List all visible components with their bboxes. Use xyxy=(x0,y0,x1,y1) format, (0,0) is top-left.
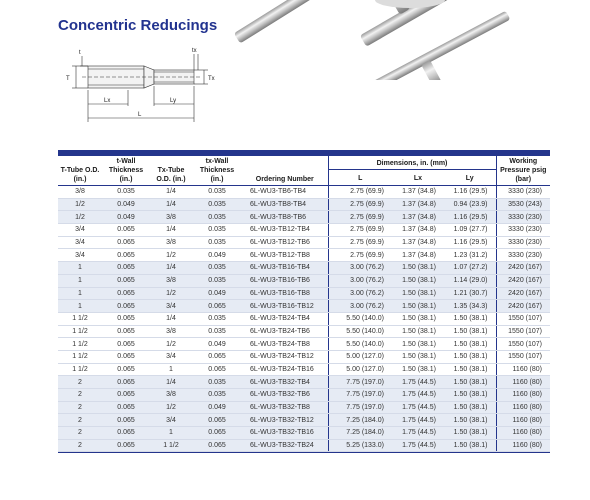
cell-t-tube-od: 3/4 xyxy=(58,236,102,249)
cell-tx-wall: 0.035 xyxy=(192,325,242,338)
cell-L: 7.25 (184.0) xyxy=(328,427,392,440)
cell-Ly: 1.23 (31.2) xyxy=(444,249,496,262)
cell-tx-tube-od: 3/8 xyxy=(150,211,192,224)
cell-tx-wall: 0.049 xyxy=(192,249,242,262)
cell-t-tube-od: 2 xyxy=(58,389,102,402)
cell-working-pressure: 2420 (167) xyxy=(496,287,550,300)
cell-Ly: 1.50 (38.1) xyxy=(444,338,496,351)
cell-t-tube-od: 1 1/2 xyxy=(58,363,102,376)
cell-Lx: 1.75 (44.5) xyxy=(392,414,444,427)
cell-Lx: 1.75 (44.5) xyxy=(392,427,444,440)
cell-L: 3.00 (76.2) xyxy=(328,300,392,313)
cell-tx-tube-od: 1 xyxy=(150,427,192,440)
page-title: Concentric Reducings xyxy=(58,17,218,34)
cell-t-tube-od: 2 xyxy=(58,376,102,389)
cell-L: 3.00 (76.2) xyxy=(328,262,392,275)
cell-ordering-number: 6L-WU3-TB16-TB6 xyxy=(242,274,328,287)
cell-L: 7.75 (197.0) xyxy=(328,389,392,402)
cell-L: 7.25 (184.0) xyxy=(328,414,392,427)
cell-Lx: 1.50 (38.1) xyxy=(392,274,444,287)
cell-working-pressure: 1160 (80) xyxy=(496,401,550,414)
cell-Lx: 1.75 (44.5) xyxy=(392,389,444,402)
cell-ordering-number: 6L-WU3-TB24-TB8 xyxy=(242,338,328,351)
product-photo xyxy=(230,0,530,80)
cell-working-pressure: 1160 (80) xyxy=(496,389,550,402)
cell-ordering-number: 6L-WU3-TB8-TB4 xyxy=(242,198,328,211)
cell-L: 5.00 (127.0) xyxy=(328,350,392,363)
cell-working-pressure: 1550 (107) xyxy=(496,338,550,351)
cell-working-pressure: 1550 (107) xyxy=(496,350,550,363)
cell-Lx: 1.50 (38.1) xyxy=(392,312,444,325)
cell-working-pressure: 1550 (107) xyxy=(496,325,550,338)
table-row xyxy=(58,224,550,237)
cell-ordering-number: 6L-WU3-TB12-TB6 xyxy=(242,236,328,249)
cell-ordering-number: 6L-WU3-TB32-TB8 xyxy=(242,401,328,414)
cell-L: 3.00 (76.2) xyxy=(328,287,392,300)
table-row xyxy=(58,338,550,351)
diagram-label-Lx: Lx xyxy=(104,98,111,104)
header-t-tube-od: T-Tube O.D. (in.) xyxy=(58,156,102,186)
cell-Lx: 1.37 (34.8) xyxy=(392,236,444,249)
header-ordering-number: Ordering Number xyxy=(242,156,328,186)
cell-tx-wall: 0.035 xyxy=(192,224,242,237)
cell-t-tube-od: 1 xyxy=(58,274,102,287)
cell-t-wall: 0.065 xyxy=(102,414,150,427)
cell-t-tube-od: 2 xyxy=(58,439,102,452)
cell-tx-tube-od: 1/4 xyxy=(150,198,192,211)
cell-t-tube-od: 3/8 xyxy=(58,186,102,199)
table-row xyxy=(58,439,550,452)
cell-t-wall: 0.065 xyxy=(102,224,150,237)
cell-t-tube-od: 2 xyxy=(58,414,102,427)
cell-t-wall: 0.065 xyxy=(102,401,150,414)
cell-Lx: 1.75 (44.5) xyxy=(392,439,444,452)
cell-Lx: 1.50 (38.1) xyxy=(392,287,444,300)
cell-L: 2.75 (69.9) xyxy=(328,249,392,262)
cell-working-pressure: 3530 (243) xyxy=(496,198,550,211)
header-Ly: Ly xyxy=(444,169,496,185)
cell-tx-tube-od: 1/2 xyxy=(150,287,192,300)
cell-tx-tube-od: 1/4 xyxy=(150,186,192,199)
cell-tx-wall: 0.049 xyxy=(192,338,242,351)
cell-Ly: 1.07 (27.2) xyxy=(444,262,496,275)
cell-working-pressure: 3330 (230) xyxy=(496,224,550,237)
cell-working-pressure: 2420 (167) xyxy=(496,274,550,287)
diagram-label-Ly: Ly xyxy=(170,98,177,104)
cell-L: 7.75 (197.0) xyxy=(328,401,392,414)
table-row xyxy=(58,274,550,287)
cell-tx-tube-od: 1/2 xyxy=(150,401,192,414)
cell-L: 2.75 (69.9) xyxy=(328,186,392,199)
dimension-diagram xyxy=(52,44,222,128)
cell-Lx: 1.50 (38.1) xyxy=(392,363,444,376)
cell-tx-wall: 0.035 xyxy=(192,312,242,325)
cell-tx-wall: 0.065 xyxy=(192,427,242,440)
cell-L: 5.50 (140.0) xyxy=(328,338,392,351)
cell-t-wall: 0.065 xyxy=(102,363,150,376)
cell-t-wall: 0.049 xyxy=(102,211,150,224)
cell-working-pressure: 3330 (230) xyxy=(496,236,550,249)
cell-t-tube-od: 1 1/2 xyxy=(58,338,102,351)
header-working-pressure: Working Pressure psig (bar) xyxy=(496,156,550,186)
cell-tx-wall: 0.065 xyxy=(192,439,242,452)
cell-working-pressure: 3330 (230) xyxy=(496,249,550,262)
cell-Ly: 1.50 (38.1) xyxy=(444,376,496,389)
cell-t-tube-od: 3/4 xyxy=(58,224,102,237)
cell-Ly: 1.50 (38.1) xyxy=(444,389,496,402)
cell-ordering-number: 6L-WU3-TB16-TB8 xyxy=(242,287,328,300)
cell-working-pressure: 2420 (167) xyxy=(496,262,550,275)
cell-Ly: 1.50 (38.1) xyxy=(444,427,496,440)
cell-tx-tube-od: 1/4 xyxy=(150,262,192,275)
diagram-label-t: t xyxy=(79,50,81,56)
cell-t-wall: 0.065 xyxy=(102,427,150,440)
cell-t-wall: 0.065 xyxy=(102,439,150,452)
cell-t-tube-od: 1/2 xyxy=(58,211,102,224)
table-bottom-rule xyxy=(58,452,550,453)
cell-Ly: 0.94 (23.9) xyxy=(444,198,496,211)
cell-tx-wall: 0.065 xyxy=(192,350,242,363)
cell-Lx: 1.37 (34.8) xyxy=(392,186,444,199)
cell-tx-wall: 0.035 xyxy=(192,198,242,211)
cell-t-wall: 0.065 xyxy=(102,376,150,389)
cell-ordering-number: 6L-WU3-TB24-TB6 xyxy=(242,325,328,338)
table-row xyxy=(58,236,550,249)
cell-t-wall: 0.065 xyxy=(102,287,150,300)
cell-working-pressure: 1160 (80) xyxy=(496,376,550,389)
cell-Ly: 1.50 (38.1) xyxy=(444,414,496,427)
cell-L: 2.75 (69.9) xyxy=(328,211,392,224)
cell-Ly: 1.14 (29.0) xyxy=(444,274,496,287)
cell-tx-tube-od: 3/8 xyxy=(150,236,192,249)
cell-L: 3.00 (76.2) xyxy=(328,274,392,287)
cell-ordering-number: 6L-WU3-TB32-TB16 xyxy=(242,427,328,440)
cell-t-wall: 0.065 xyxy=(102,300,150,313)
cell-working-pressure: 1550 (107) xyxy=(496,312,550,325)
cell-t-tube-od: 1 xyxy=(58,300,102,313)
cell-Ly: 1.50 (38.1) xyxy=(444,350,496,363)
diagram-label-tx: tx xyxy=(192,48,197,54)
cell-L: 5.50 (140.0) xyxy=(328,312,392,325)
cell-t-tube-od: 1 xyxy=(58,262,102,275)
cell-ordering-number: 6L-WU3-TB24-TB12 xyxy=(242,350,328,363)
cell-tx-tube-od: 1 1/2 xyxy=(150,439,192,452)
cell-tx-tube-od: 3/8 xyxy=(150,274,192,287)
header-dimensions: Dimensions, in. (mm) xyxy=(328,156,496,169)
cell-working-pressure: 1160 (80) xyxy=(496,439,550,452)
cell-tx-wall: 0.065 xyxy=(192,300,242,313)
cell-L: 7.75 (197.0) xyxy=(328,376,392,389)
cell-working-pressure: 2420 (167) xyxy=(496,300,550,313)
cell-Lx: 1.50 (38.1) xyxy=(392,325,444,338)
table-row xyxy=(58,325,550,338)
cell-tx-tube-od: 3/4 xyxy=(150,350,192,363)
cell-tx-tube-od: 1/4 xyxy=(150,224,192,237)
cell-t-wall: 0.065 xyxy=(102,312,150,325)
cell-ordering-number: 6L-WU3-TB32-TB6 xyxy=(242,389,328,402)
table-row xyxy=(58,363,550,376)
table-row xyxy=(58,427,550,440)
table-row xyxy=(58,198,550,211)
cell-tx-tube-od: 1/2 xyxy=(150,249,192,262)
cell-t-wall: 0.065 xyxy=(102,338,150,351)
table-row xyxy=(58,350,550,363)
reducings-table xyxy=(58,156,550,452)
cell-tx-wall: 0.049 xyxy=(192,401,242,414)
cell-Lx: 1.50 (38.1) xyxy=(392,300,444,313)
cell-t-tube-od: 1 xyxy=(58,287,102,300)
cell-Ly: 1.16 (29.5) xyxy=(444,211,496,224)
cell-Ly: 1.50 (38.1) xyxy=(444,325,496,338)
cell-Ly: 1.50 (38.1) xyxy=(444,439,496,452)
cell-tx-wall: 0.065 xyxy=(192,414,242,427)
cell-t-wall: 0.065 xyxy=(102,389,150,402)
diagram-label-T: T xyxy=(66,76,70,82)
cell-working-pressure: 3330 (230) xyxy=(496,186,550,199)
cell-Lx: 1.37 (34.8) xyxy=(392,249,444,262)
table-row xyxy=(58,249,550,262)
header-Lx: Lx xyxy=(392,169,444,185)
header-L: L xyxy=(328,169,392,185)
cell-t-tube-od: 1 1/2 xyxy=(58,350,102,363)
cell-t-tube-od: 1 1/2 xyxy=(58,325,102,338)
cell-ordering-number: 6L-WU3-TB6-TB4 xyxy=(242,186,328,199)
cell-ordering-number: 6L-WU3-TB24-TB4 xyxy=(242,312,328,325)
diagram-label-Tx: Tx xyxy=(208,76,215,82)
cell-tx-wall: 0.035 xyxy=(192,376,242,389)
cell-L: 5.25 (133.0) xyxy=(328,439,392,452)
cell-Lx: 1.50 (38.1) xyxy=(392,262,444,275)
cell-tx-wall: 0.035 xyxy=(192,186,242,199)
cell-Lx: 1.75 (44.5) xyxy=(392,401,444,414)
cell-ordering-number: 6L-WU3-TB32-TB12 xyxy=(242,414,328,427)
cell-ordering-number: 6L-WU3-TB16-TB12 xyxy=(242,300,328,313)
cell-L: 2.75 (69.9) xyxy=(328,224,392,237)
cell-tx-tube-od: 3/8 xyxy=(150,389,192,402)
cell-working-pressure: 3330 (230) xyxy=(496,211,550,224)
table-row xyxy=(58,414,550,427)
cell-tx-tube-od: 1/2 xyxy=(150,338,192,351)
cell-t-tube-od: 1 1/2 xyxy=(58,312,102,325)
cell-working-pressure: 1160 (80) xyxy=(496,427,550,440)
cell-L: 2.75 (69.9) xyxy=(328,236,392,249)
cell-t-wall: 0.065 xyxy=(102,350,150,363)
cell-ordering-number: 6L-WU3-TB8-TB6 xyxy=(242,211,328,224)
cell-ordering-number: 6L-WU3-TB16-TB4 xyxy=(242,262,328,275)
cell-Lx: 1.50 (38.1) xyxy=(392,338,444,351)
table-row xyxy=(58,312,550,325)
cell-t-tube-od: 2 xyxy=(58,427,102,440)
cell-tx-tube-od: 3/4 xyxy=(150,300,192,313)
cell-ordering-number: 6L-WU3-TB12-TB4 xyxy=(242,224,328,237)
cell-t-wall: 0.065 xyxy=(102,249,150,262)
cell-t-tube-od: 2 xyxy=(58,401,102,414)
table-row xyxy=(58,389,550,402)
cell-L: 2.75 (69.9) xyxy=(328,198,392,211)
cell-Ly: 1.16 (29.5) xyxy=(444,236,496,249)
cell-tx-tube-od: 1/4 xyxy=(150,312,192,325)
header-tx-tube-od: Tx-Tube O.D. (in.) xyxy=(150,156,192,186)
reducings-table-section xyxy=(58,150,550,453)
cell-ordering-number: 6L-WU3-TB32-TB24 xyxy=(242,439,328,452)
table-row xyxy=(58,376,550,389)
table-row xyxy=(58,401,550,414)
cell-L: 5.50 (140.0) xyxy=(328,325,392,338)
cell-working-pressure: 1160 (80) xyxy=(496,363,550,376)
cell-Lx: 1.37 (34.8) xyxy=(392,198,444,211)
cell-t-wall: 0.035 xyxy=(102,186,150,199)
table-row xyxy=(58,186,550,199)
cell-tx-wall: 0.035 xyxy=(192,389,242,402)
cell-Ly: 1.50 (38.1) xyxy=(444,363,496,376)
cell-tx-wall: 0.035 xyxy=(192,274,242,287)
cell-t-wall: 0.065 xyxy=(102,274,150,287)
cell-tx-tube-od: 1/4 xyxy=(150,376,192,389)
cell-Lx: 1.75 (44.5) xyxy=(392,376,444,389)
header-t-wall: t-Wall Thickness (in.) xyxy=(102,156,150,186)
cell-Ly: 1.35 (34.3) xyxy=(444,300,496,313)
cell-tx-tube-od: 3/8 xyxy=(150,325,192,338)
cell-ordering-number: 6L-WU3-TB12-TB8 xyxy=(242,249,328,262)
cell-tx-wall: 0.035 xyxy=(192,236,242,249)
cell-tx-wall: 0.035 xyxy=(192,211,242,224)
diagram-label-L: L xyxy=(138,112,142,118)
cell-t-wall: 0.065 xyxy=(102,325,150,338)
table-row xyxy=(58,262,550,275)
cell-t-tube-od: 3/4 xyxy=(58,249,102,262)
table-row xyxy=(58,211,550,224)
cell-t-wall: 0.049 xyxy=(102,198,150,211)
cell-L: 5.00 (127.0) xyxy=(328,363,392,376)
cell-t-wall: 0.065 xyxy=(102,262,150,275)
cell-working-pressure: 1160 (80) xyxy=(496,414,550,427)
cell-Ly: 1.50 (38.1) xyxy=(444,401,496,414)
cell-tx-tube-od: 3/4 xyxy=(150,414,192,427)
cell-Ly: 1.09 (27.7) xyxy=(444,224,496,237)
cell-Lx: 1.50 (38.1) xyxy=(392,350,444,363)
cell-ordering-number: 6L-WU3-TB32-TB4 xyxy=(242,376,328,389)
cell-ordering-number: 6L-WU3-TB24-TB16 xyxy=(242,363,328,376)
cell-t-tube-od: 1/2 xyxy=(58,198,102,211)
cell-Lx: 1.37 (34.8) xyxy=(392,224,444,237)
table-row xyxy=(58,300,550,313)
table-row xyxy=(58,287,550,300)
cell-Lx: 1.37 (34.8) xyxy=(392,211,444,224)
cell-Ly: 1.21 (30.7) xyxy=(444,287,496,300)
cell-tx-wall: 0.035 xyxy=(192,262,242,275)
cell-Ly: 1.16 (29.5) xyxy=(444,186,496,199)
cell-t-wall: 0.065 xyxy=(102,236,150,249)
cell-tx-wall: 0.049 xyxy=(192,287,242,300)
cell-Ly: 1.50 (38.1) xyxy=(444,312,496,325)
header-tx-wall: tx-Wall Thickness (in.) xyxy=(192,156,242,186)
cell-tx-tube-od: 1 xyxy=(150,363,192,376)
cell-tx-wall: 0.065 xyxy=(192,363,242,376)
